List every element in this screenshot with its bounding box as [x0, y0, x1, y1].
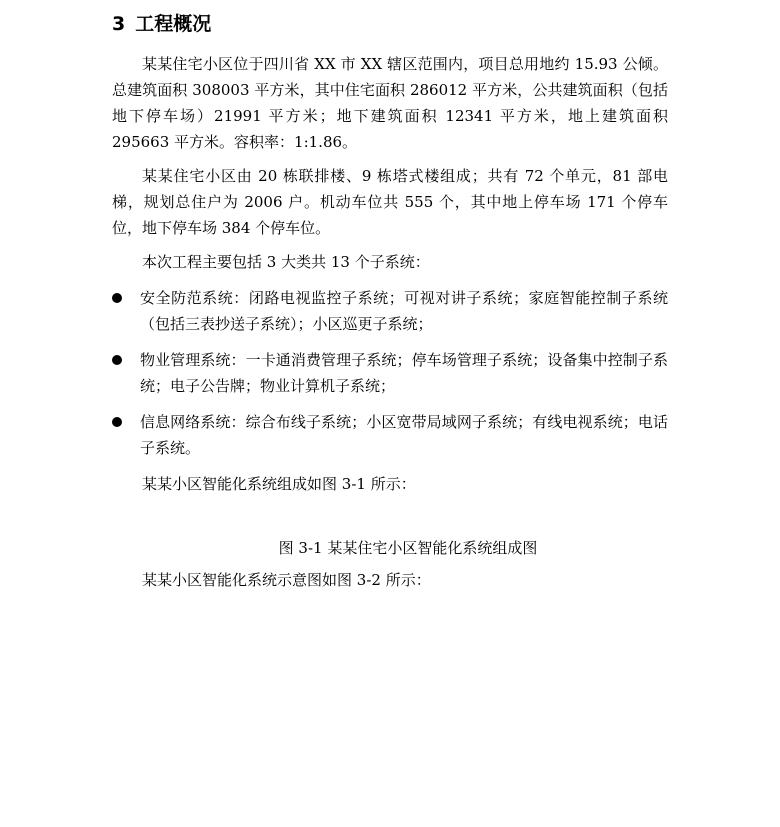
list-item-text: 信息网络系统：综合布线子系统；小区宽带局域网子系统；有线电视系统；电话子系统。 — [140, 413, 668, 457]
bullet-icon — [112, 293, 122, 303]
building-composition-paragraph: 某某住宅小区由 20 栋联排楼、9 栋塔式楼组成；共有 72 个单元，81 部电梯，规划总住户为 2006 户。机动车位共 555 个，其中地上停车场 171 个停车位，地下停车场 384 个停车位。 — [112, 167, 668, 237]
scope-intro-paragraph: 本次工程主要包括 3 大类共 13 个子系统： — [142, 253, 430, 271]
section-number: 3 — [112, 13, 126, 35]
subsystem-list — [112, 285, 668, 461]
diagram-reference-paragraph: 某某小区智能化系统示意图如图 3-2 所示： — [142, 571, 431, 589]
figure-reference-paragraph: 某某小区智能化系统组成如图 3-1 所示： — [142, 475, 416, 493]
figure-caption: 图 3-1 某某住宅小区智能化系统组成图 — [278, 539, 538, 557]
section-title: 工程概况 — [135, 13, 212, 35]
list-item — [112, 409, 668, 461]
bullet-icon — [112, 417, 122, 427]
list-item-text: 物业管理系统：一卡通消费管理子系统；停车场管理子系统；设备集中控制子系统；电子公告牌；物业计算机子系统； — [140, 351, 668, 395]
list-item — [112, 347, 668, 399]
bullet-icon — [112, 355, 122, 365]
list-item-text: 安全防范系统：闭路电视监控子系统；可视对讲子系统；家庭智能控制子系统（包括三表抄送子系统）；小区巡更子系统； — [140, 289, 668, 333]
section-heading — [112, 10, 668, 38]
project-location-paragraph: 某某住宅小区位于四川省 XX 市 XX 辖区范围内，项目总用地约 15.93 公倾。总建筑面积 308003 平方米，其中住宅面积 286012 平方米，公共建筑面积（包括地下停车场）21991 平方米；地下建筑面积 12341 平方米，地上建筑面积 295663 平方米。容积率：1:1.86。 — [112, 55, 668, 151]
document-page — [112, 0, 668, 593]
list-item — [112, 285, 668, 337]
